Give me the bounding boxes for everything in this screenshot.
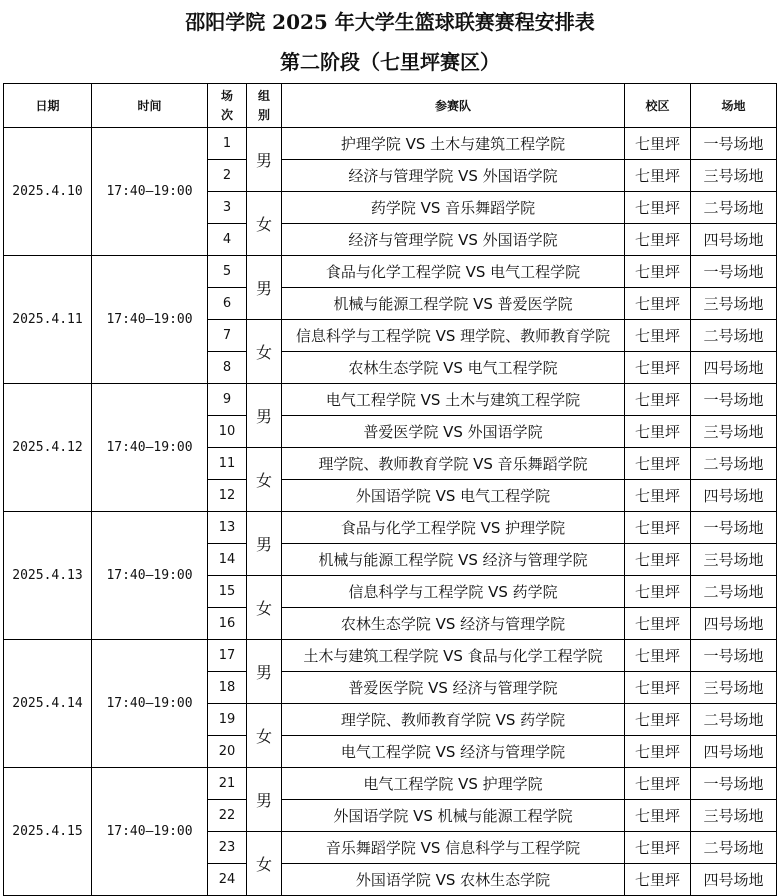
campus-cell: 七里坪: [625, 544, 691, 576]
match-number-cell: 24: [208, 864, 247, 896]
match-number-cell: 10: [208, 416, 247, 448]
venue-cell: 三号场地: [691, 416, 777, 448]
table-row: [4, 512, 777, 544]
match-number-cell: 15: [208, 576, 247, 608]
teams-cell: 机械与能源工程学院 VS 经济与管理学院: [282, 544, 625, 576]
campus-cell: 七里坪: [625, 352, 691, 384]
campus-cell: 七里坪: [625, 608, 691, 640]
venue-cell: 三号场地: [691, 800, 777, 832]
group-cell: 女: [247, 192, 282, 256]
time-cell: 17:40—19:00: [92, 256, 208, 384]
match-number-cell: 17: [208, 640, 247, 672]
teams-cell: 理学院、教师教育学院 VS 药学院: [282, 704, 625, 736]
campus-cell: 七里坪: [625, 224, 691, 256]
teams-cell: 普爱医学院 VS 经济与管理学院: [282, 672, 625, 704]
teams-cell: 食品与化学工程学院 VS 电气工程学院: [282, 256, 625, 288]
venue-cell: 三号场地: [691, 160, 777, 192]
date-cell: 2025.4.10: [4, 128, 92, 256]
header-group-line1: 组: [257, 88, 270, 103]
teams-cell: 药学院 VS 音乐舞蹈学院: [282, 192, 625, 224]
document-title: 邵阳学院 2025 年大学生篮球联赛赛程安排表: [185, 10, 595, 34]
venue-cell: 一号场地: [691, 768, 777, 800]
match-number-cell: 5: [208, 256, 247, 288]
date-cell: 2025.4.13: [4, 512, 92, 640]
campus-cell: 七里坪: [625, 672, 691, 704]
time-cell: 17:40—19:00: [92, 768, 208, 896]
group-cell: 女: [247, 576, 282, 640]
header-match-no-line2: 次: [220, 107, 233, 122]
teams-cell: 食品与化学工程学院 VS 护理学院: [282, 512, 625, 544]
header-group: [247, 84, 282, 128]
match-number-cell: 1: [208, 128, 247, 160]
time-cell: 17:40—19:00: [92, 640, 208, 768]
table-row: [4, 128, 777, 160]
campus-cell: 七里坪: [625, 864, 691, 896]
teams-cell: 农林生态学院 VS 经济与管理学院: [282, 608, 625, 640]
match-number-cell: 18: [208, 672, 247, 704]
venue-cell: 二号场地: [691, 320, 777, 352]
date-cell: 2025.4.12: [4, 384, 92, 512]
match-number-cell: 6: [208, 288, 247, 320]
venue-cell: 一号场地: [691, 640, 777, 672]
group-cell: 男: [247, 640, 282, 704]
group-cell: 女: [247, 448, 282, 512]
match-number-cell: 7: [208, 320, 247, 352]
match-number-cell: 2: [208, 160, 247, 192]
campus-cell: 七里坪: [625, 384, 691, 416]
teams-cell: 理学院、教师教育学院 VS 音乐舞蹈学院: [282, 448, 625, 480]
teams-cell: 经济与管理学院 VS 外国语学院: [282, 160, 625, 192]
group-cell: 男: [247, 128, 282, 192]
venue-cell: 一号场地: [691, 256, 777, 288]
campus-cell: 七里坪: [625, 640, 691, 672]
match-number-cell: 12: [208, 480, 247, 512]
teams-cell: 外国语学院 VS 机械与能源工程学院: [282, 800, 625, 832]
match-number-cell: 11: [208, 448, 247, 480]
schedule-body: [4, 128, 777, 896]
teams-cell: 电气工程学院 VS 护理学院: [282, 768, 625, 800]
teams-cell: 信息科学与工程学院 VS 药学院: [282, 576, 625, 608]
table-row: [4, 256, 777, 288]
group-cell: 女: [247, 832, 282, 896]
group-cell: 男: [247, 256, 282, 320]
group-cell: 男: [247, 768, 282, 832]
group-cell: 男: [247, 384, 282, 448]
teams-cell: 外国语学院 VS 农林生态学院: [282, 864, 625, 896]
table-row: [4, 384, 777, 416]
match-number-cell: 13: [208, 512, 247, 544]
venue-cell: 三号场地: [691, 288, 777, 320]
venue-cell: 四号场地: [691, 608, 777, 640]
venue-cell: 二号场地: [691, 832, 777, 864]
match-number-cell: 22: [208, 800, 247, 832]
teams-cell: 护理学院 VS 土木与建筑工程学院: [282, 128, 625, 160]
venue-cell: 一号场地: [691, 128, 777, 160]
venue-cell: 二号场地: [691, 704, 777, 736]
header-group-line2: 别: [257, 107, 270, 122]
date-cell: 2025.4.11: [4, 256, 92, 384]
teams-cell: 电气工程学院 VS 土木与建筑工程学院: [282, 384, 625, 416]
match-number-cell: 19: [208, 704, 247, 736]
match-number-cell: 9: [208, 384, 247, 416]
match-number-cell: 14: [208, 544, 247, 576]
header-date: 日期: [4, 84, 92, 128]
group-cell: 女: [247, 704, 282, 768]
header-row: [4, 84, 777, 128]
venue-cell: 四号场地: [691, 736, 777, 768]
match-number-cell: 4: [208, 224, 247, 256]
document-subtitle: 第二阶段（七里坪赛区）: [280, 50, 500, 74]
header-match-no: [208, 84, 247, 128]
campus-cell: 七里坪: [625, 512, 691, 544]
venue-cell: 一号场地: [691, 512, 777, 544]
match-number-cell: 8: [208, 352, 247, 384]
campus-cell: 七里坪: [625, 448, 691, 480]
venue-cell: 三号场地: [691, 544, 777, 576]
campus-cell: 七里坪: [625, 576, 691, 608]
campus-cell: 七里坪: [625, 160, 691, 192]
time-cell: 17:40—19:00: [92, 384, 208, 512]
header-teams: 参赛队: [282, 84, 625, 128]
teams-cell: 农林生态学院 VS 电气工程学院: [282, 352, 625, 384]
venue-cell: 二号场地: [691, 448, 777, 480]
venue-cell: 二号场地: [691, 576, 777, 608]
campus-cell: 七里坪: [625, 480, 691, 512]
campus-cell: 七里坪: [625, 832, 691, 864]
campus-cell: 七里坪: [625, 320, 691, 352]
time-cell: 17:40—19:00: [92, 512, 208, 640]
venue-cell: 三号场地: [691, 672, 777, 704]
group-cell: 女: [247, 320, 282, 384]
campus-cell: 七里坪: [625, 288, 691, 320]
teams-cell: 普爱医学院 VS 外国语学院: [282, 416, 625, 448]
header-campus: 校区: [625, 84, 691, 128]
group-cell: 男: [247, 512, 282, 576]
venue-cell: 二号场地: [691, 192, 777, 224]
campus-cell: 七里坪: [625, 192, 691, 224]
schedule-table: [3, 83, 777, 896]
date-cell: 2025.4.14: [4, 640, 92, 768]
campus-cell: 七里坪: [625, 416, 691, 448]
teams-cell: 外国语学院 VS 电气工程学院: [282, 480, 625, 512]
match-number-cell: 16: [208, 608, 247, 640]
campus-cell: 七里坪: [625, 256, 691, 288]
header-match-no-line1: 场: [220, 88, 233, 103]
venue-cell: 四号场地: [691, 864, 777, 896]
teams-cell: 信息科学与工程学院 VS 理学院、教师教育学院: [282, 320, 625, 352]
time-cell: 17:40—19:00: [92, 128, 208, 256]
teams-cell: 机械与能源工程学院 VS 普爱医学院: [282, 288, 625, 320]
campus-cell: 七里坪: [625, 768, 691, 800]
campus-cell: 七里坪: [625, 704, 691, 736]
venue-cell: 四号场地: [691, 352, 777, 384]
table-row: [4, 640, 777, 672]
teams-cell: 音乐舞蹈学院 VS 信息科学与工程学院: [282, 832, 625, 864]
campus-cell: 七里坪: [625, 736, 691, 768]
venue-cell: 一号场地: [691, 384, 777, 416]
campus-cell: 七里坪: [625, 128, 691, 160]
teams-cell: 经济与管理学院 VS 外国语学院: [282, 224, 625, 256]
match-number-cell: 20: [208, 736, 247, 768]
campus-cell: 七里坪: [625, 800, 691, 832]
venue-cell: 四号场地: [691, 480, 777, 512]
header-time: 时间: [92, 84, 208, 128]
date-cell: 2025.4.15: [4, 768, 92, 896]
table-row: [4, 768, 777, 800]
header-venue: 场地: [691, 84, 777, 128]
match-number-cell: 3: [208, 192, 247, 224]
teams-cell: 土木与建筑工程学院 VS 食品与化学工程学院: [282, 640, 625, 672]
match-number-cell: 23: [208, 832, 247, 864]
teams-cell: 电气工程学院 VS 经济与管理学院: [282, 736, 625, 768]
venue-cell: 四号场地: [691, 224, 777, 256]
match-number-cell: 21: [208, 768, 247, 800]
